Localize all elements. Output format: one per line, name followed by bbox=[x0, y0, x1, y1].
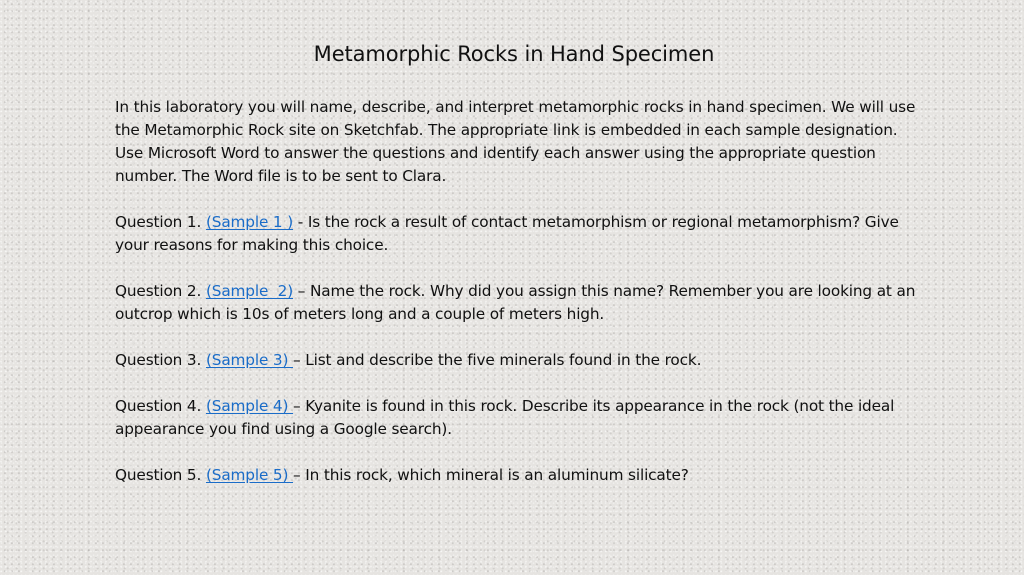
sample-4-link[interactable]: (Sample 4) bbox=[205, 397, 294, 415]
question-2 bbox=[115, 280, 925, 326]
question-4 bbox=[115, 395, 925, 441]
sample-5-link[interactable]: (Sample 5) bbox=[205, 466, 294, 484]
question-4-text: – Kyanite is found in this rock. Describe its appearance in the rock (not the ideal appearance you find using a Google search). bbox=[115, 397, 895, 438]
sample-1-link[interactable]: (Sample 1 ) bbox=[205, 213, 294, 231]
question-5-label: Question 5. bbox=[115, 466, 206, 484]
question-5 bbox=[115, 464, 925, 487]
question-4-label: Question 4. bbox=[115, 397, 206, 415]
question-1-label: Question 1. bbox=[115, 213, 206, 231]
question-2-label: Question 2. bbox=[115, 282, 206, 300]
question-3-text: – List and describe the five minerals found in the rock. bbox=[293, 351, 702, 369]
slide-title: Metamorphic Rocks in Hand Specimen bbox=[313, 42, 715, 66]
question-3-label: Question 3. bbox=[115, 351, 206, 369]
question-1-text: - Is the rock a result of contact metamorphism or regional metamorphism? Give your reasons for making this choice. bbox=[115, 213, 899, 254]
slide-body bbox=[115, 96, 925, 510]
question-2-text: – Name the rock. Why did you assign this name? Remember you are looking at an outcrop which is 10s of meters long and a couple of meters high. bbox=[115, 282, 916, 323]
question-1 bbox=[115, 211, 925, 257]
sample-3-link[interactable]: (Sample 3) bbox=[205, 351, 294, 369]
sample-2-link[interactable]: (Sample 2) bbox=[205, 282, 294, 300]
question-3 bbox=[115, 349, 925, 372]
question-5-text: – In this rock, which mineral is an aluminum silicate? bbox=[293, 466, 689, 484]
intro-paragraph: In this laboratory you will name, describe, and interpret metamorphic rocks in hand specimen. We will use the Metamorphic Rock site on Sketchfab. The appropriate link is embedded in each sample designation. Use Microsoft Word to answer the questions and identify each answer using the appropriate question number. The Word file is to be sent to Clara. bbox=[115, 98, 916, 185]
